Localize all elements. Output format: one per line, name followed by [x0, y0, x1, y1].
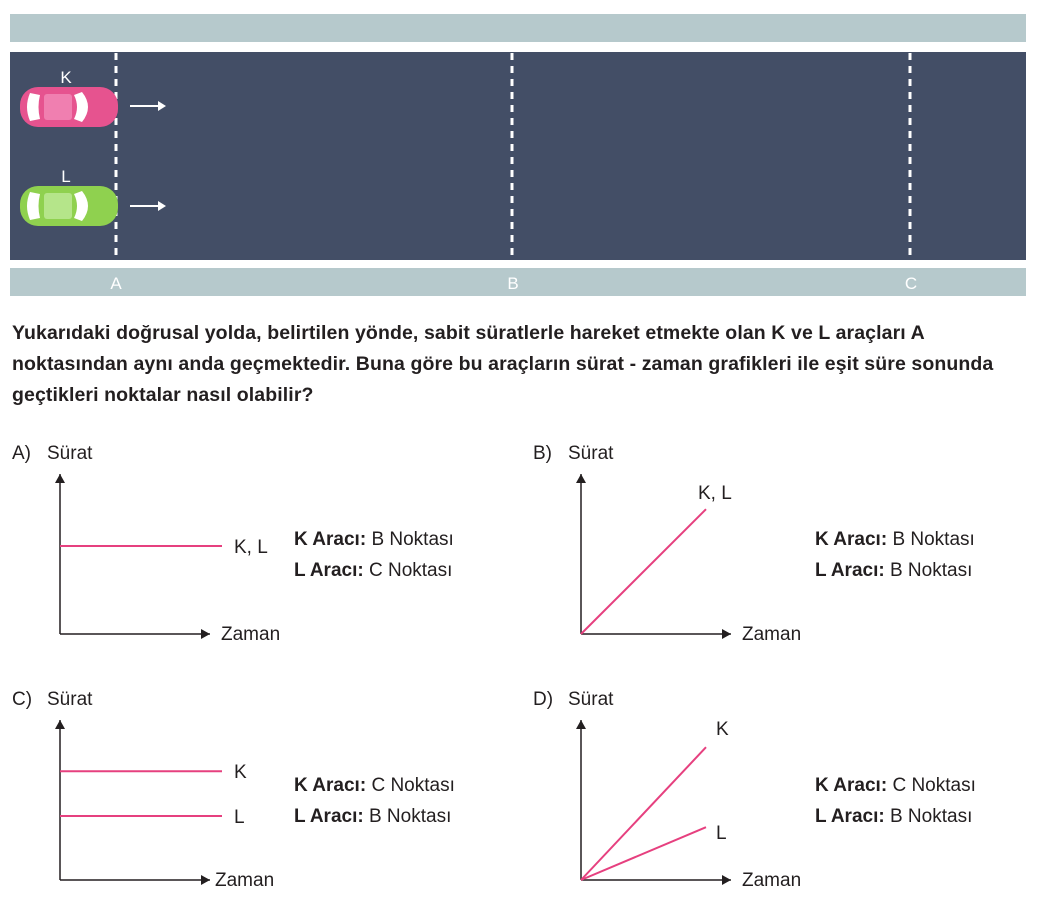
answer-row-l	[815, 801, 976, 832]
vehicle-label: K Aracı:	[815, 529, 888, 550]
answer-row-l	[294, 801, 455, 832]
up-arrow-icon	[576, 474, 586, 483]
series-line-kl	[581, 509, 706, 634]
option-d-answers	[815, 770, 976, 832]
point-value: C Noktası	[371, 775, 455, 796]
option-c-answers	[294, 770, 455, 832]
vehicle-label: K Aracı:	[815, 775, 888, 796]
x-axis-label: Zaman	[215, 870, 275, 891]
graph-lines	[60, 762, 247, 828]
car-l-roof	[44, 193, 72, 219]
car-k-roof	[44, 94, 72, 120]
option-d[interactable]	[533, 686, 1033, 901]
axes	[55, 474, 210, 639]
car-l-label: L	[61, 167, 71, 186]
option-b-answers	[815, 524, 975, 586]
y-axis-label: Sürat	[47, 689, 93, 710]
vehicle-label: L Aracı:	[815, 806, 885, 827]
series-label: L	[716, 823, 727, 845]
right-arrow-icon	[201, 629, 210, 639]
answer-row-k	[815, 770, 976, 801]
option-a[interactable]	[12, 440, 512, 655]
question-text: Yukarıdaki doğrusal yolda, belirtilen yönde, sabit süratlerle hareket etmekte olan K ve L araçları A noktasından aynı anda geçmektedir. Buna göre bu araçların sürat - zaman grafikleri ile eşit süre sonunda geçtikleri noktalar nasıl olabilir?	[12, 322, 994, 406]
option-letter: D)	[533, 689, 554, 710]
answer-row-k	[815, 524, 975, 555]
point-b-label: B	[507, 274, 519, 293]
option-a-answers	[294, 524, 454, 586]
option-c-graph	[12, 686, 302, 901]
up-arrow-icon	[576, 720, 586, 729]
vehicle-label: K Aracı:	[294, 775, 367, 796]
top-sidewalk	[10, 14, 1026, 42]
option-letter: B)	[533, 443, 552, 464]
option-letter: C)	[12, 689, 33, 710]
car-l-rear-window	[27, 192, 40, 220]
bottom-curb	[10, 260, 1026, 268]
point-value: B Noktası	[889, 806, 973, 827]
right-arrow-icon	[722, 629, 731, 639]
graph-lines	[581, 483, 732, 634]
car-k-rear-window	[27, 93, 40, 121]
answer-row-k	[294, 770, 455, 801]
road-illustration	[0, 0, 1037, 300]
graph-lines	[581, 719, 729, 880]
x-axis-label: Zaman	[221, 624, 281, 645]
point-value: B Noktası	[368, 806, 452, 827]
series-label: K, L	[234, 537, 268, 558]
vehicle-label: K Aracı:	[294, 529, 367, 550]
option-c[interactable]	[12, 686, 512, 901]
point-value: C Noktası	[368, 560, 453, 581]
point-a-label: A	[110, 274, 122, 293]
series-label: L	[234, 807, 245, 828]
vehicle-label: L Aracı:	[294, 806, 364, 827]
up-arrow-icon	[55, 720, 65, 729]
option-a-graph	[12, 440, 302, 655]
point-value: B Noktası	[371, 529, 454, 550]
series-label: K	[716, 719, 729, 741]
answer-row-l	[294, 555, 454, 586]
point-c-label: C	[904, 274, 918, 293]
point-value: C Noktası	[892, 775, 976, 796]
x-axis-label: Zaman	[742, 624, 802, 645]
option-b-graph	[533, 440, 823, 655]
car-k-label: K	[60, 68, 72, 87]
series-line-l	[581, 827, 706, 880]
y-axis-label: Sürat	[568, 689, 614, 710]
option-d-graph	[533, 686, 823, 901]
right-arrow-icon	[201, 875, 210, 885]
right-arrow-icon	[722, 875, 731, 885]
road-surface	[10, 52, 1026, 260]
series-label: K, L	[698, 483, 732, 505]
graph-lines	[60, 537, 268, 558]
series-line-k	[581, 747, 706, 880]
option-letter: A)	[12, 443, 31, 464]
series-label: K	[234, 762, 247, 784]
vehicle-label: L Aracı:	[294, 560, 364, 581]
point-value: B Noktası	[889, 560, 973, 581]
answer-row-k	[294, 524, 454, 555]
vehicle-label: L Aracı:	[815, 560, 885, 581]
y-axis-label: Sürat	[47, 443, 93, 464]
axes	[55, 720, 210, 885]
point-value: B Noktası	[892, 529, 975, 550]
y-axis-label: Sürat	[568, 443, 614, 464]
option-b[interactable]	[533, 440, 1033, 655]
top-curb	[10, 42, 1026, 52]
answer-row-l	[815, 555, 975, 586]
x-axis-label: Zaman	[742, 870, 802, 891]
up-arrow-icon	[55, 474, 65, 483]
